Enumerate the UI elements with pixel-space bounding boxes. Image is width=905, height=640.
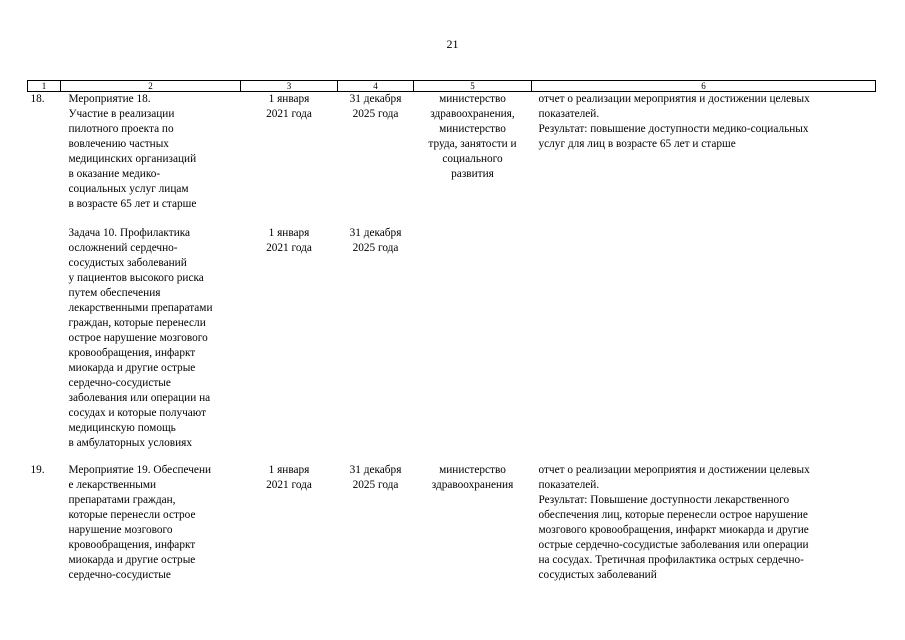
table-header-row (28, 81, 876, 92)
table-body (28, 92, 876, 584)
text-line: у пациентов высокого риска (68, 272, 204, 284)
text-line: 1 января (268, 227, 310, 239)
text-line: острые сердечно-сосудистые заболевания или операции (538, 539, 809, 551)
text-line: медицинскую помощь (68, 422, 176, 434)
text-line: на сосудах. Третичная профилактика острых сердечно- (538, 554, 804, 566)
responsible-executor (414, 226, 532, 451)
text-line: министерство (439, 464, 506, 476)
text-line: 2021 года (266, 108, 312, 120)
header-cell: 2 (61, 81, 241, 92)
text-line: сосудистых заболеваний (68, 257, 187, 269)
header-cell: 5 (414, 81, 532, 92)
text-line: нарушение мозгового (68, 524, 173, 536)
text-line: вовлечению частных (68, 138, 169, 150)
end-date (338, 226, 414, 451)
text-line: путем обеспечения (68, 287, 161, 299)
text-line: Результат: повышение доступности медико-социальных (538, 123, 809, 135)
text-line: е лекарственными (68, 479, 157, 491)
text-line: заболевания или операции на (68, 392, 211, 404)
text-line: сердечно-сосудистые (68, 377, 171, 389)
start-date (241, 226, 338, 451)
text-line: медицинских организаций (68, 153, 197, 165)
activity-description (61, 226, 241, 451)
expected-result (532, 226, 876, 451)
text-line: развития (451, 168, 494, 180)
row-number: 19. (30, 464, 45, 476)
text-line: показателей. (538, 479, 600, 491)
start-date (241, 92, 338, 213)
activity-description (61, 463, 241, 583)
text-line: 1 января (268, 93, 310, 105)
page-number: 21 (446, 37, 459, 51)
header-cell: 1 (28, 81, 61, 92)
plan-table (27, 80, 876, 583)
text-line: Мероприятие 19. Обеспечени (68, 464, 212, 476)
text-line: 31 декабря (349, 227, 402, 239)
text-line: в амбулаторных условиях (68, 437, 193, 449)
text-line: 2021 года (266, 479, 312, 491)
text-line: социальных услуг лицам (68, 183, 189, 195)
text-line: здравоохранения (431, 479, 514, 491)
text-line: показателей. (538, 108, 600, 120)
text-line: в возрасте 65 лет и старше (68, 198, 197, 210)
text-line: Мероприятие 18. (68, 93, 151, 105)
text-line: министерство (439, 123, 506, 135)
text-line: 2025 года (352, 242, 399, 254)
text-line: отчет о реализации мероприятия и достижении целевых (538, 93, 810, 105)
text-line: кровообращения, инфаркт (68, 347, 196, 359)
text-line: которые перенесли острое (68, 509, 196, 521)
row-number: 18. (30, 93, 45, 105)
text-line: лекарственными препаратами (68, 302, 213, 314)
expected-result (532, 463, 876, 583)
text-line: мозгового кровообращения, инфаркт миокарда и другие (538, 524, 809, 536)
text-line: пилотного проекта по (68, 123, 174, 135)
text-line: 2021 года (266, 242, 312, 254)
text-line: отчет о реализации мероприятия и достижении целевых (538, 464, 810, 476)
text-line: 31 декабря (349, 93, 402, 105)
activity-description (61, 92, 241, 213)
text-line: труда, занятости и (428, 138, 517, 150)
text-line: сердечно-сосудистые (68, 569, 171, 581)
header-cell: 3 (241, 81, 338, 92)
row-number (28, 226, 61, 451)
text-line: услуг для лиц в возрасте 65 лет и старше (538, 138, 736, 150)
text-line: в оказание медико- (68, 168, 161, 180)
table-row (28, 463, 876, 583)
text-line: 31 декабря (349, 464, 402, 476)
text-line: Задача 10. Профилактика (68, 227, 191, 239)
text-line: сосудах и которые получают (68, 407, 207, 419)
text-line: осложнений сердечно- (68, 242, 178, 254)
end-date (338, 463, 414, 583)
text-line: миокарда и другие острые (68, 362, 196, 374)
row-spacer (28, 212, 876, 226)
text-line: Участие в реализации (68, 108, 175, 120)
row-spacer (28, 451, 876, 463)
table-row (28, 92, 876, 213)
start-date (241, 463, 338, 583)
text-line: министерство (439, 93, 506, 105)
text-line: здравоохранения, (430, 108, 515, 120)
text-line: сосудистых заболеваний (538, 569, 657, 581)
text-line: 2025 года (352, 479, 399, 491)
responsible-executor (414, 92, 532, 213)
header-cell: 6 (532, 81, 876, 92)
text-line: граждан, которые перенесли (68, 317, 206, 329)
text-line: 2025 года (352, 108, 399, 120)
text-line: миокарда и другие острые (68, 554, 196, 566)
text-line: препаратами граждан, (68, 494, 176, 506)
text-line: 1 января (268, 464, 310, 476)
expected-result (532, 92, 876, 213)
text-line: кровообращения, инфаркт (68, 539, 196, 551)
text-line: Результат: Повышение доступности лекарственного (538, 494, 790, 506)
text-line: обеспечения лиц, которые перенесли острое нарушение (538, 509, 808, 521)
table-row (28, 226, 876, 451)
header-cell: 4 (338, 81, 414, 92)
responsible-executor (414, 463, 532, 583)
end-date (338, 92, 414, 213)
text-line: острое нарушение мозгового (68, 332, 208, 344)
text-line: социального (442, 153, 503, 165)
